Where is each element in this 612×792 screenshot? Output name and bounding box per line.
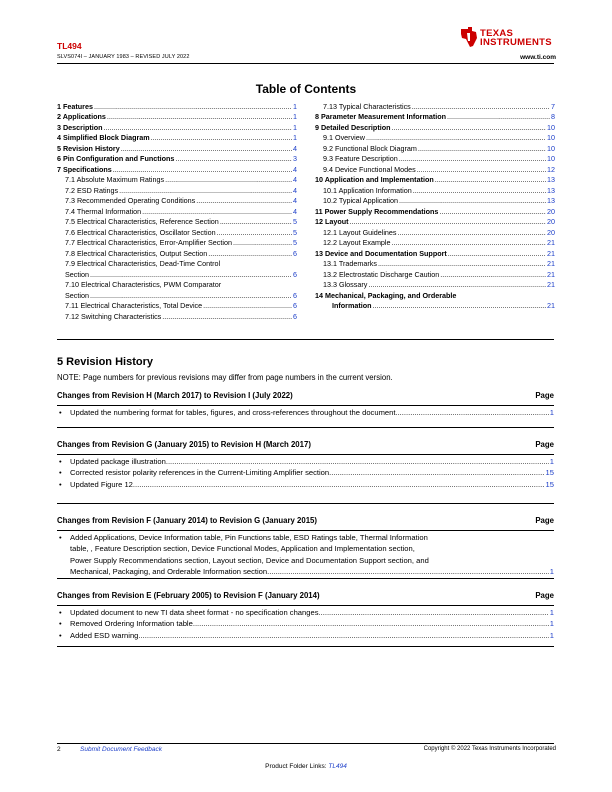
toc-entry-page[interactable]: 21 <box>547 259 555 268</box>
leader-dots <box>435 175 546 185</box>
footer-rule <box>57 743 554 744</box>
revision-change-section <box>57 440 554 490</box>
logo-line-2: INSTRUMENTS <box>480 37 552 48</box>
toc-entry-page[interactable]: 10 <box>547 154 555 163</box>
change-text: Corrected resistor polarity references in the Current-Limiting Amplifier section <box>70 468 330 478</box>
toc-entry-title: 13 Device and Documentation Support <box>315 248 447 258</box>
toc-entry-title: 7.4 Thermal Information <box>65 206 142 216</box>
section-bottom-rule <box>57 427 554 428</box>
toc-entry-page[interactable]: 3 <box>293 154 297 163</box>
toc-entry[interactable] <box>57 175 297 186</box>
leader-dots <box>165 175 292 185</box>
leader-dots <box>220 217 292 227</box>
toc-entry-page[interactable]: 5 <box>293 227 297 237</box>
leader-dots <box>398 228 546 238</box>
toc-entry-page[interactable]: 10 <box>547 143 555 153</box>
page-number: 2 <box>57 746 61 753</box>
toc-entry-title: 10 Application and Implementation <box>315 175 434 184</box>
toc-entry-title: 13.1 Trademarks <box>323 259 377 268</box>
product-folder-label: Product Folder Links: <box>265 763 327 770</box>
change-page-link[interactable]: 1 <box>549 457 554 466</box>
leader-dots <box>196 196 292 206</box>
change-text-line: table, , Feature Description section, Device Functional Modes, Application and Implementation section, <box>70 544 415 554</box>
toc-entry-title-cont: Section <box>65 269 89 279</box>
toc-entry[interactable] <box>315 206 555 217</box>
toc-entry[interactable] <box>315 269 555 280</box>
leader-dots <box>142 207 292 217</box>
leader-dots <box>166 456 549 467</box>
bullet: • <box>59 408 62 417</box>
change-page-link[interactable]: 1 <box>549 630 554 640</box>
leader-dots <box>113 165 292 175</box>
bullet: • <box>59 619 62 629</box>
section-bottom-rule <box>57 646 554 647</box>
toc-entry-page[interactable]: 21 <box>547 301 555 310</box>
ti-logo-icon <box>459 26 479 48</box>
toc-entry[interactable] <box>57 280 297 291</box>
toc-entry[interactable] <box>57 301 297 312</box>
toc-entry-page[interactable]: 13 <box>547 175 555 184</box>
leader-dots <box>195 618 549 629</box>
toc-entry[interactable] <box>315 290 555 301</box>
toc-entry[interactable] <box>315 133 555 144</box>
toc-entry-page[interactable]: 21 <box>547 238 555 247</box>
toc-entry-title: 9.4 Device Functional Modes <box>323 164 416 174</box>
toc-entry-title: 7.8 Electrical Characteristics, Output Section <box>65 248 208 258</box>
leader-dots <box>368 280 546 290</box>
toc-entry-page[interactable]: 13 <box>547 185 555 195</box>
change-text: Updated document to new TI data sheet format - no specification changes. <box>70 608 321 617</box>
toc-entry-title: 12 Layout <box>315 217 349 226</box>
toc-entry-page[interactable]: 4 <box>293 206 297 216</box>
toc-entry-page[interactable]: 20 <box>547 227 555 237</box>
bullet: • <box>59 630 62 640</box>
change-item <box>57 407 554 418</box>
toc-entry[interactable] <box>315 259 555 270</box>
toc-entry-continuation[interactable] <box>315 301 555 312</box>
leader-dots <box>90 291 292 301</box>
toc-entry[interactable] <box>57 112 297 123</box>
toc-entry-title: 9.3 Feature Description <box>323 154 398 163</box>
toc-entry-page[interactable]: 13 <box>547 196 555 205</box>
change-item <box>57 607 554 618</box>
change-text: Removed Ordering Information table. <box>70 619 195 629</box>
toc-entry-page[interactable]: 5 <box>293 238 297 247</box>
section-bottom-rule <box>57 578 554 579</box>
leader-dots <box>90 270 292 280</box>
change-item <box>57 456 554 467</box>
change-page-link[interactable]: 15 <box>545 479 554 489</box>
change-heading: Changes from Revision H (March 2017) to Revision I (July 2022) <box>57 391 293 400</box>
toc-entry-title: 4 Simplified Block Diagram <box>57 133 150 142</box>
leader-dots <box>162 312 292 322</box>
toc-entry-page[interactable]: 1 <box>293 101 297 111</box>
leader-dots <box>399 154 546 164</box>
leader-dots <box>440 270 546 280</box>
toc-entry-title: 10.1 Application Information <box>323 185 412 195</box>
bullet: • <box>59 479 62 489</box>
toc-entry[interactable] <box>315 196 555 207</box>
toc-entry-title: 7.9 Electrical Characteristics, Dead-Time Control <box>65 259 221 268</box>
toc-entry[interactable] <box>57 196 297 207</box>
toc-entry-page[interactable]: 21 <box>547 280 555 289</box>
leader-dots <box>392 238 546 248</box>
change-item <box>57 479 554 490</box>
page-column-label: Page <box>535 591 554 600</box>
toc-entry[interactable] <box>57 154 297 165</box>
toc-entry[interactable] <box>57 227 297 238</box>
toc-entry-title: 7.2 ESD Ratings <box>65 185 119 195</box>
toc-entry-title: 5 Revision History <box>57 143 120 153</box>
toc-entry-page[interactable]: 12 <box>547 164 555 174</box>
leader-dots <box>447 112 550 122</box>
toc-entry-title: 13.2 Electrostatic Discharge Caution <box>323 269 440 279</box>
revision-note: NOTE: Page numbers for previous revisions may differ from page numbers in the current version. <box>57 373 393 382</box>
revision-change-section <box>57 516 554 578</box>
leader-dots <box>217 228 292 238</box>
toc-entry-page[interactable]: 1 <box>293 133 297 142</box>
leader-dots <box>151 133 292 143</box>
toc-entry[interactable] <box>315 143 555 154</box>
leader-dots <box>413 186 546 196</box>
toc-entry-title: 11 Power Supply Recommendations <box>315 206 439 216</box>
leader-dots <box>94 102 292 112</box>
toc-entry-title: 9.1 Overview <box>323 133 365 142</box>
section-bottom-rule <box>57 503 554 504</box>
leader-dots <box>418 144 546 154</box>
toc-bottom-rule <box>57 339 554 340</box>
leader-dots <box>350 217 546 227</box>
toc-entry-title: 9 Detailed Description <box>315 122 391 132</box>
toc-entry-title: 6 Pin Configuration and Functions <box>57 154 175 163</box>
leader-dots <box>233 238 292 248</box>
header-rule <box>57 63 554 64</box>
revision-history-title: 5 Revision History <box>57 356 153 368</box>
toc-entry-title-cont: Section <box>65 290 89 300</box>
toc-entry[interactable] <box>57 206 297 217</box>
toc-entry[interactable] <box>315 280 555 291</box>
toc-entry-page[interactable]: 4 <box>293 143 297 153</box>
toc-entry-page[interactable]: 4 <box>293 185 297 195</box>
change-text-line: Added Applications, Device Information table, Pin Functions table, ESD Ratings table, Thermal Information <box>70 533 428 542</box>
feedback-link[interactable]: Submit Document Feedback <box>80 746 163 753</box>
toc-entry-title: 7.6 Electrical Characteristics, Oscillator Section <box>65 227 216 237</box>
leader-dots <box>378 259 546 269</box>
toc-entry-page[interactable]: 21 <box>547 248 555 258</box>
bullet: • <box>59 457 62 466</box>
change-text: Mechanical, Packaging, and Orderable Information section. <box>70 567 270 577</box>
toc-entry-title: 9.2 Functional Block Diagram <box>323 143 417 153</box>
leader-dots <box>448 249 546 259</box>
product-folder-link[interactable]: TL494 <box>328 763 347 770</box>
toc-entry[interactable] <box>57 133 297 144</box>
toc-entry[interactable] <box>57 248 297 259</box>
change-heading-row <box>57 440 554 452</box>
toc-entry-title: 13.3 Glossary <box>323 280 368 289</box>
toc-entry[interactable] <box>315 175 555 186</box>
bullet: • <box>59 608 62 617</box>
toc-entry-title: 7.10 Electrical Characteristics, PWM Comparator <box>65 280 222 289</box>
change-page-link[interactable]: 1 <box>549 619 554 629</box>
toc-entry-continuation[interactable] <box>57 269 297 280</box>
document-info: SLVS074I – JANUARY 1983 – REVISED JULY 2022 <box>57 54 190 60</box>
toc-entry-page[interactable]: 4 <box>293 175 297 184</box>
page-column-label: Page <box>535 516 554 525</box>
leader-dots <box>392 123 547 133</box>
product-folder-links <box>0 763 612 770</box>
leader-dots <box>412 102 550 112</box>
leader-dots <box>329 467 544 478</box>
toc-entry-page[interactable]: 20 <box>547 217 555 226</box>
change-text: Updated package illustration <box>70 457 166 466</box>
leader-dots <box>175 154 292 164</box>
change-heading-row <box>57 591 554 603</box>
revision-change-section <box>57 591 554 641</box>
leader-dots <box>398 407 549 418</box>
toc-entry[interactable] <box>57 164 297 175</box>
leader-dots <box>107 112 292 122</box>
leader-dots <box>439 207 546 217</box>
toc-entry[interactable] <box>315 238 555 249</box>
leader-dots <box>141 630 549 641</box>
toc-entry-title: 1 Features <box>57 101 93 111</box>
toc-entry-title: 2 Applications <box>57 112 106 121</box>
toc-entry-title: 12.2 Layout Example <box>323 238 391 247</box>
leader-dots <box>321 607 549 618</box>
change-heading: Changes from Revision E (February 2005) to Revision F (January 2014) <box>57 591 320 600</box>
change-item <box>57 630 554 641</box>
change-heading-row <box>57 391 554 403</box>
toc-entry[interactable] <box>57 217 297 228</box>
leader-dots <box>373 301 546 311</box>
leader-dots <box>203 301 292 311</box>
toc-entry-page[interactable]: 21 <box>547 269 555 279</box>
change-page-link[interactable]: 1 <box>549 608 554 617</box>
toc-entry[interactable] <box>315 227 555 238</box>
toc-entry-page[interactable]: 4 <box>293 164 297 174</box>
toc-entry-title: 8 Parameter Measurement Information <box>315 112 447 121</box>
toc-left-column <box>57 101 297 322</box>
toc-entry[interactable] <box>315 185 555 196</box>
leader-dots <box>269 566 549 577</box>
toc-entry-page[interactable]: 6 <box>293 301 297 310</box>
toc-entry-title: 7.7 Electrical Characteristics, Error-Amplifier Section <box>65 238 232 247</box>
heading-rule <box>57 405 554 406</box>
toc-entry-title: 7.11 Electrical Characteristics, Total Device <box>65 301 203 310</box>
toc-entry-title: 7.12 Switching Characteristics <box>65 311 162 321</box>
toc-entry-title-cont: Information <box>332 301 372 310</box>
toc-entry[interactable] <box>315 164 555 175</box>
toc-entry-page[interactable]: 1 <box>293 112 297 121</box>
toc-entry-title: 12.1 Layout Guidelines <box>323 227 397 237</box>
toc-title: Table of Contents <box>255 82 357 96</box>
leader-dots <box>208 249 292 259</box>
toc-entry[interactable] <box>315 122 555 133</box>
toc-entry[interactable] <box>315 217 555 228</box>
change-text: Updated Figure 12. <box>70 479 136 489</box>
toc-entry[interactable] <box>57 122 297 133</box>
toc-entry-title: 7.1 Absolute Maximum Ratings <box>65 175 165 184</box>
page-column-label: Page <box>535 440 554 449</box>
toc-entry-page[interactable]: 6 <box>293 311 297 321</box>
toc-entry[interactable] <box>57 311 297 322</box>
change-heading: Changes from Revision F (January 2014) to Revision G (January 2015) <box>57 516 317 525</box>
toc-entry[interactable] <box>57 238 297 249</box>
toc-entry-title: 14 Mechanical, Packaging, and Orderable <box>315 290 457 300</box>
change-item <box>57 618 554 629</box>
toc-entry-page[interactable]: 7 <box>551 101 555 111</box>
toc-entry[interactable] <box>315 248 555 259</box>
logo-line-1: TEXAS <box>480 28 514 39</box>
toc-entry-page[interactable]: 6 <box>293 248 297 258</box>
leader-dots <box>399 196 546 206</box>
toc-entry-title: 7.3 Recommended Operating Conditions <box>65 196 196 205</box>
heading-rule <box>57 605 554 606</box>
copyright: Copyright © 2022 Texas Instruments Incorporated <box>423 746 556 752</box>
change-text: Updated the numbering format for tables, figures, and cross-references throughout the document. <box>70 408 398 417</box>
revision-change-section <box>57 391 554 418</box>
toc-entry-title: 10.2 Typical Application <box>323 196 398 205</box>
leader-dots <box>135 479 545 490</box>
change-item <box>57 532 554 578</box>
change-page-link[interactable]: 15 <box>545 468 554 478</box>
change-text: Added ESD warning. <box>70 630 141 640</box>
website-link[interactable]: www.ti.com <box>520 54 556 61</box>
change-heading: Changes from Revision G (January 2015) to Revision H (March 2017) <box>57 440 311 449</box>
bullet: • <box>59 533 62 542</box>
toc-entry[interactable] <box>57 185 297 196</box>
page-column-label: Page <box>535 391 554 400</box>
leader-dots <box>366 133 546 143</box>
leader-dots <box>121 144 292 154</box>
toc-entry-continuation[interactable] <box>57 290 297 301</box>
toc-entry-page[interactable]: 4 <box>293 196 297 205</box>
part-number: TL494 <box>57 41 82 51</box>
change-page-link[interactable]: 1 <box>549 567 554 577</box>
toc-entry[interactable] <box>315 154 555 165</box>
toc-entry[interactable] <box>57 259 297 270</box>
leader-dots <box>417 165 546 175</box>
toc-entry[interactable] <box>315 101 555 112</box>
toc-entry[interactable] <box>315 112 555 123</box>
toc-right-column <box>315 101 555 311</box>
leader-dots <box>104 123 292 133</box>
toc-entry-page[interactable]: 8 <box>551 112 555 121</box>
toc-entry[interactable] <box>57 101 297 112</box>
heading-rule <box>57 530 554 531</box>
change-heading-row <box>57 516 554 528</box>
bullet: • <box>59 468 62 478</box>
toc-entry-page[interactable]: 1 <box>293 122 297 132</box>
toc-entry-title: 7.5 Electrical Characteristics, Reference Section <box>65 217 219 226</box>
toc-entry-title: 7 Specifications <box>57 164 112 174</box>
heading-rule <box>57 454 554 455</box>
change-text-line: Power Supply Recommendations section, Layout section, Device and Documentation Support section, and <box>70 555 429 565</box>
toc-entry-page[interactable]: 20 <box>547 206 555 216</box>
toc-entry-title: 7.13 Typical Characteristics <box>323 101 411 111</box>
toc-entry-title: 3 Description <box>57 122 103 132</box>
ti-logo <box>459 26 559 54</box>
toc-entry[interactable] <box>57 143 297 154</box>
change-page-link[interactable]: 1 <box>549 408 554 417</box>
toc-entry-page[interactable]: 5 <box>293 217 297 226</box>
toc-entry-page[interactable]: 10 <box>547 122 555 132</box>
leader-dots <box>119 186 292 196</box>
toc-entry-page[interactable]: 6 <box>293 290 297 300</box>
toc-entry-page[interactable]: 6 <box>293 269 297 279</box>
toc-entry-page[interactable]: 10 <box>547 133 555 142</box>
change-item <box>57 467 554 478</box>
